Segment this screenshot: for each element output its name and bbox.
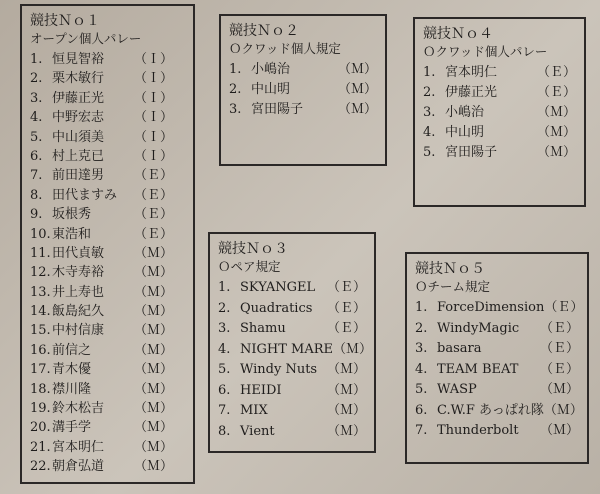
list-item	[423, 143, 576, 163]
list-item	[218, 340, 373, 361]
event-1-subtitle: オープン個人パレー	[30, 31, 142, 46]
entry-num: 22.	[30, 459, 51, 475]
entry-num: 1.	[415, 300, 428, 315]
entry-tag: （Ｍ）	[333, 341, 373, 357]
entry-tag: （Ｍ）	[134, 381, 174, 397]
entry-num: 7.	[415, 423, 428, 438]
entry-name: WindyMagic	[437, 320, 520, 336]
list-item	[218, 319, 366, 340]
entry-name: WASP	[437, 382, 477, 397]
entry-num: 3.	[423, 105, 436, 120]
entry-num: 21.	[30, 439, 51, 455]
entry-num: 7.	[218, 403, 231, 418]
entry-num: 5.	[218, 362, 231, 377]
list-item	[218, 422, 366, 443]
entry-tag: （Ｉ）	[134, 148, 174, 164]
list-item	[423, 83, 576, 103]
entry-tag: （Ｅ）	[326, 300, 366, 316]
entry-tag: （Ｉ）	[134, 129, 174, 145]
entry-name: 坂根秀	[52, 207, 92, 223]
entry-name: 襟川隆	[52, 381, 92, 397]
entry-tag: （Ｍ）	[536, 105, 576, 120]
entry-name: 朝倉弘道	[52, 459, 105, 475]
entry-name: 村上克已	[52, 148, 105, 164]
entry-name: 飯島紀久	[52, 304, 105, 320]
list-item	[30, 263, 185, 282]
list-item	[30, 341, 185, 360]
entry-tag: （Ｅ）	[326, 280, 366, 295]
entry-name: 中村信康	[52, 323, 105, 339]
entry-num: 18.	[30, 381, 51, 397]
list-item	[30, 69, 185, 88]
entry-tag: （Ｍ）	[134, 401, 174, 417]
entry-tag: （Ｍ）	[134, 362, 174, 378]
entry-tag: （Ｍ）	[539, 382, 579, 397]
entry-num: 1.	[423, 65, 436, 80]
event-4-box	[413, 17, 586, 207]
entry-name: 東浩和	[52, 226, 92, 242]
event-3-entry-list	[218, 278, 373, 442]
list-item	[30, 225, 185, 244]
list-item	[218, 299, 366, 320]
entry-name: basara	[437, 341, 482, 356]
entry-num: 5.	[415, 382, 428, 397]
entry-tag: （Ｍ）	[326, 403, 366, 418]
entry-tag: （Ｍ）	[134, 284, 174, 300]
list-item	[30, 380, 185, 399]
entry-tag: （Ｍ）	[326, 362, 366, 377]
entry-name: 栗木敏行	[52, 71, 105, 87]
list-item	[30, 438, 185, 457]
entry-tag: （Ｍ）	[337, 62, 377, 77]
entry-num: 2.	[218, 300, 231, 316]
event-2-subtitle: Ｏクワッド個人規定	[229, 41, 341, 56]
event-4-title: 競技Ｎｏ４	[423, 26, 493, 42]
entry-tag: （Ｅ）	[544, 300, 584, 315]
list-item	[415, 360, 579, 381]
entry-tag: （Ｍ）	[337, 102, 377, 117]
entry-tag: （Ｅ）	[539, 341, 579, 356]
entry-name: Windy Nuts	[240, 362, 318, 377]
entry-name: 恒見智裕	[52, 52, 105, 67]
entry-tag: （Ｉ）	[134, 71, 174, 87]
list-item	[218, 278, 366, 299]
list-item	[415, 421, 579, 442]
entry-name: 宮田陽子	[445, 145, 498, 160]
entry-tag: （Ｍ）	[134, 439, 174, 455]
list-item	[30, 360, 185, 379]
entry-name: 鈴木松吉	[52, 401, 105, 417]
entry-name: 井上寿也	[52, 284, 105, 300]
list-item	[30, 128, 185, 147]
entry-name: TEAM BEAT	[437, 361, 519, 377]
entry-tag: （Ｉ）	[134, 52, 174, 67]
entry-num: 19.	[30, 401, 51, 417]
entry-name: 中山須美	[52, 129, 105, 145]
entry-tag: （Ｅ）	[539, 320, 579, 336]
list-item	[218, 360, 366, 381]
entry-num: 9.	[30, 207, 43, 223]
entry-num: 1.	[30, 52, 43, 67]
event-2-entry-list	[229, 60, 377, 120]
event-5-box	[405, 252, 589, 464]
entry-name: 小嶋治	[445, 105, 485, 120]
list-item	[30, 205, 185, 224]
list-item	[30, 147, 185, 166]
entry-tag: （Ｉ）	[134, 110, 174, 126]
entry-name: 伊藤正光	[445, 85, 498, 100]
entry-num: 16.	[30, 342, 51, 358]
list-item	[415, 380, 579, 401]
list-item	[423, 63, 576, 83]
entry-name: MIX	[240, 403, 268, 418]
entry-tag: （Ｍ）	[536, 125, 576, 140]
entry-name: ForceDimension	[437, 300, 545, 315]
entry-num: 2.	[229, 82, 242, 97]
event-5-entry-list	[415, 298, 584, 442]
entry-name: 田代貞敏	[52, 245, 105, 261]
entry-tag: （Ｍ）	[536, 145, 576, 160]
list-item	[30, 457, 185, 476]
entry-name: 青木優	[52, 362, 92, 378]
entry-name: NIGHT MARE	[240, 341, 334, 357]
entry-num: 3.	[229, 102, 242, 117]
entry-num: 2.	[423, 85, 436, 100]
entry-num: 3.	[30, 90, 43, 106]
list-item	[229, 60, 377, 80]
event-3-title: 競技Ｎｏ３	[218, 241, 288, 257]
entry-num: 6.	[30, 148, 43, 164]
list-item	[423, 123, 576, 143]
entry-name: C.W.F あっぱれ隊	[437, 402, 544, 418]
entry-name: 中山明	[251, 82, 291, 97]
entry-name: HEIDI	[240, 382, 282, 398]
entry-tag: （Ｅ）	[134, 168, 174, 184]
list-item	[30, 244, 185, 263]
entry-tag: （Ｍ）	[134, 459, 174, 475]
entry-name: 中山明	[445, 125, 485, 140]
list-item	[229, 100, 377, 120]
entry-tag: （Ｍ）	[543, 402, 583, 418]
entry-tag: （Ｍ）	[539, 423, 579, 438]
list-item	[30, 166, 185, 185]
entry-name: 宮本明仁	[52, 439, 105, 455]
entry-tag: （Ｅ）	[134, 207, 174, 223]
entry-name: 溝手学	[52, 420, 92, 436]
entry-name: Thunderbolt	[437, 423, 519, 438]
event-5-subtitle: Ｏチーム規定	[415, 279, 491, 294]
list-item	[30, 321, 185, 340]
entry-name: Quadratics	[240, 300, 313, 316]
entry-tag: （Ｉ）	[134, 90, 174, 106]
list-item	[415, 401, 583, 422]
entry-num: 17.	[30, 362, 51, 378]
entry-tag: （Ｍ）	[337, 82, 377, 97]
entry-num: 3.	[218, 321, 231, 336]
entry-name: 前信之	[52, 342, 92, 358]
entry-tag: （Ｍ）	[326, 382, 366, 398]
event-2-box	[219, 14, 387, 166]
entry-num: 6.	[415, 402, 428, 418]
entry-name: 伊藤正光	[52, 90, 105, 106]
entry-name: 田代ますみ	[52, 187, 118, 203]
list-item	[218, 401, 366, 422]
entry-num: 20.	[30, 420, 51, 436]
event-1-entry-list	[30, 50, 185, 477]
entry-num: 12.	[30, 265, 51, 281]
entry-num: 8.	[30, 187, 43, 203]
entry-name: 木寺寿裕	[52, 265, 105, 281]
entry-tag: （Ｅ）	[326, 321, 366, 336]
list-item	[415, 298, 584, 319]
entry-num: 5.	[423, 145, 436, 160]
entry-num: 5.	[30, 129, 43, 145]
list-item	[229, 80, 377, 100]
entry-tag: （Ｅ）	[539, 361, 579, 377]
entry-num: 4.	[423, 125, 436, 140]
entry-tag: （Ｅ）	[134, 187, 174, 203]
list-item	[30, 186, 185, 205]
entry-name: SKYANGEL	[240, 280, 316, 295]
list-item	[30, 418, 185, 437]
entry-num: 13.	[30, 284, 51, 300]
entry-num: 11.	[30, 245, 51, 261]
entry-num: 15.	[30, 323, 51, 339]
entry-name: 前田達男	[52, 168, 105, 184]
list-item	[423, 103, 576, 123]
event-5-title: 競技Ｎｏ５	[415, 261, 485, 277]
list-item	[30, 108, 185, 127]
event-4-entry-list	[423, 63, 576, 163]
event-1-title: 競技Ｎｏ１	[30, 13, 100, 29]
entry-num: 10.	[30, 226, 51, 242]
entry-num: 14.	[30, 304, 51, 320]
entry-num: 4.	[218, 341, 231, 357]
entry-num: 4.	[415, 361, 428, 377]
entry-num: 8.	[218, 423, 231, 439]
entry-tag: （Ｍ）	[326, 423, 366, 439]
entry-name: 中野宏志	[52, 110, 105, 126]
entry-num: 2.	[30, 71, 43, 87]
entry-name: 小嶋治	[251, 62, 291, 77]
list-item	[30, 283, 185, 302]
entry-tag: （Ｍ）	[134, 420, 174, 436]
entry-tag: （Ｅ）	[536, 65, 576, 80]
entry-tag: （Ｍ）	[134, 304, 174, 320]
list-item	[218, 381, 366, 402]
entry-tag: （Ｅ）	[536, 85, 576, 100]
event-2-title: 競技Ｎｏ２	[229, 23, 299, 39]
entry-num: 7.	[30, 168, 43, 184]
entry-tag: （Ｍ）	[134, 323, 174, 339]
entry-tag: （Ｍ）	[134, 265, 174, 281]
event-3-box	[208, 232, 376, 453]
entry-num: 6.	[218, 382, 231, 398]
event-4-subtitle: Ｏクワッド個人パレー	[423, 44, 548, 59]
entry-num: 2.	[415, 320, 428, 336]
list-item	[415, 319, 579, 340]
list-item	[30, 50, 185, 69]
entry-name: Vient	[240, 423, 275, 439]
entry-num: 3.	[415, 341, 428, 356]
list-item	[30, 399, 185, 418]
entry-num: 4.	[30, 110, 43, 126]
entry-num: 1.	[229, 62, 242, 77]
entry-num: 1.	[218, 280, 231, 295]
entry-name: Shamu	[240, 321, 286, 336]
entry-name: 宮本明仁	[445, 65, 498, 80]
list-item	[415, 339, 579, 360]
entry-tag: （Ｍ）	[134, 245, 174, 261]
entry-tag: （Ｅ）	[134, 226, 174, 242]
list-item	[30, 302, 185, 321]
list-item	[30, 89, 185, 108]
event-1-box	[20, 4, 195, 484]
entry-tag: （Ｍ）	[134, 342, 174, 358]
entry-name: 宮田陽子	[251, 102, 304, 117]
event-3-subtitle: Ｏペア規定	[218, 259, 281, 274]
